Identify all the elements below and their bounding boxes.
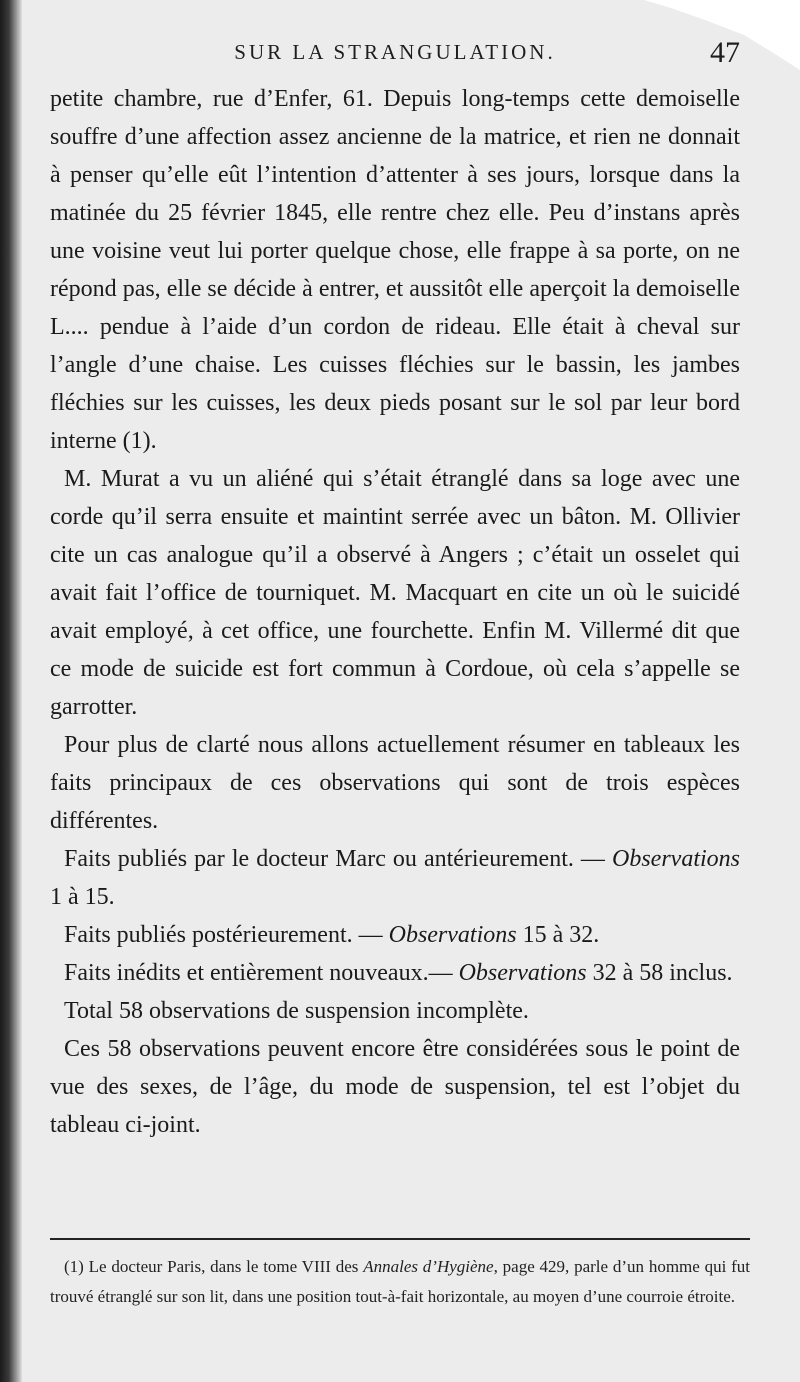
paragraph-5-italic: Observations (388, 922, 517, 948)
page-header (50, 38, 740, 78)
paragraph-3: Pour plus de clarté nous allons actuellement résumer en tableaux les faits principaux de ces observations qui sont de trois espèces différentes. (50, 732, 740, 834)
paragraph-5-text: Faits publiés postérieurement. — (64, 922, 383, 948)
paragraph-6-end: 32 à 58 inclus. (592, 960, 733, 986)
paragraph-4 (50, 840, 740, 916)
paragraph-2: M. Murat a vu un aliéné qui s’était étranglé dans sa loge avec une corde qu’il serra ensuite et maintint serrée avec un bâton. M. Ollivier cite un cas analogue qu’il a observé à Angers ; c’était un osselet qui avait fait l’office de tourniquet. M. Macquart en cite un où le suicidé avait employé, à cet office, une fourchette. Enfin M. Villermé dit que ce mode de suicide est fort commun à Cordoue, où cela s’appelle se garrotter. (50, 466, 740, 720)
paragraph-6-italic: Observations (458, 960, 587, 986)
paragraph-6 (50, 954, 740, 992)
paragraph-6-text: Faits inédits et entièrement nouveaux.— (64, 960, 453, 986)
paragraph-4-italic: Observations (612, 846, 740, 872)
paragraph-8: Ces 58 observations peuvent encore être considérées sous le point de vue des sexes, de l’âge, du mode de suspension, tel est l’objet du tableau ci-joint. (50, 1036, 740, 1138)
page-number: 47 (710, 36, 740, 69)
footnote-after: , page 429, parle d’un homme qui fut trouvé étranglé sur son lit, dans une position tout-à-fait horizontale, au moyen d’une courroie étroite. (50, 1257, 751, 1306)
footnote (50, 1252, 750, 1312)
running-title: SUR LA STRANGULATION. (234, 40, 556, 64)
paragraph-5 (50, 916, 740, 954)
binding-gutter (0, 0, 22, 1382)
body-text (50, 80, 740, 1144)
footnote-rule (50, 1238, 750, 1240)
footnote-text (50, 1252, 750, 1312)
paragraph-4-end: 1 à 15. (50, 884, 115, 910)
footnote-before: (1) Le docteur Paris, dans le tome VIII des (64, 1257, 359, 1276)
paragraph-5-end: 15 à 32. (522, 922, 600, 948)
paragraph-7: Total 58 observations de suspension incomplète. (64, 998, 529, 1024)
paragraph-4-text: Faits publiés par le docteur Marc ou antérieurement. — (64, 846, 605, 872)
paragraph-1: petite chambre, rue d’Enfer, 61. Depuis long-temps cette demoiselle souffre d’une affection assez ancienne de la matrice, et rien ne donnait à penser qu’elle eût l’intention d’attenter à ses jours, lorsque dans la matinée du 25 février 1845, elle rentre chez elle. Peu d’instans après une voisine veut lui porter quelque chose, elle frappe à sa porte, on ne répond pas, elle se décide à entrer, et aussitôt elle aperçoit la demoiselle L.... pendue à l’aide d’un cordon de rideau. Elle était à cheval sur l’angle d’une chaise. Les cuisses fléchies sur le bassin, les jambes fléchies sur les cuisses, les deux pieds posant sur le sol par leur bord interne (1). (50, 86, 740, 454)
footnote-journal: Annales d’Hygiène (363, 1257, 494, 1276)
